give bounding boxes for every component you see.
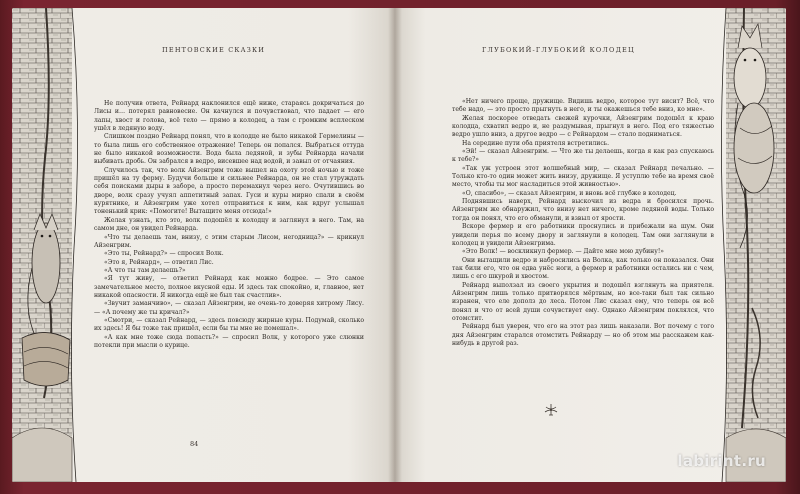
left-paragraph: «Смотри, — сказал Рейнард, — здесь повсюду жирные куры. Подумай, сколько их здесь! Я бы тоже так пришёл, если бы ты мне не помешал». (94, 316, 364, 333)
right-paragraph: «О, спасибо», — сказал Айзенгрим, и вновь всё глубже в колодец. (462, 189, 677, 197)
left-paragraph: «А что ты там делаешь?» (104, 266, 186, 274)
right-paragraph: На середине пути оба приятеля встретились. (462, 139, 610, 147)
left-paragraph: «А как мне тоже сюда попасть?» — спросил Волк, у которого уже слюнки потекли при мысли о курице. (94, 333, 364, 349)
watermark-logo: labirint.ru (677, 452, 766, 470)
right-paragraph: «Нет ничего проще, дружище. Видишь ведро, которое тут висит? Всё, что тебе надо, — это просто прыгнуть в него, и ты окажешься тебе вниз, ко мне». (452, 98, 714, 114)
left-paragraph: «Я тут живу, — ответил Рейнард как можно бодрее. — Это самое замечательное место, полное вкусной еды. И здесь так спокойно, и, главное, нет никакой опасности. Я никогда ещё не был так счастлив». (94, 275, 364, 299)
left-paragraph: «Звучит заманчиво», — сказал Айзенгрим, не очень-то доверяя хитрому Лису. — «А почему же ты кричал?» (94, 300, 364, 316)
left-paragraph: Желая узнать, кто это, волк подошёл к колодцу и заглянул в него. Там, на самом дне, он увидел Рейнарда. (94, 216, 364, 233)
right-paragraph: «Так уж устроен этот волшебный мир, — сказал Рейнард печально. — Только кто-то один может жить внизу, дружище. Я уступлю тебе на время своё место, чтобы ты мог насладиться этой живностью». (452, 164, 714, 189)
right-paragraph: Вскоре фермер и его работники проснулись и прибежали на шум. Они увидели перья по всему двору и заглянули в колодец. Там они заглянули в колодец и увидели Айзенгрима. (452, 223, 714, 247)
right-paragraph: Рейнард выползал из своего укрытия и подошёл взглянуть на приятеля. Айзенгрим лишь только притворялся мёртвым, но все-таки был так сильно изранен, что еле дополз до леса. Потом Лис сказал ему, что теперь он всё понял и что от всей души сочувствует ему. Однако Айзенгрим поклялся, что отомстит. (452, 281, 714, 322)
right-running-head: ГЛУБОКИЙ-ГЛУБОКИЙ КОЛОДЕЦ (482, 46, 635, 54)
left-body-text (94, 100, 364, 350)
right-illustration-fox-on-rope (712, 8, 786, 482)
right-paragraph: Рейнард был уверен, что его на этот раз лишь наказали. Вот почему с того дня Айзенгрим старался отомстить Рейнарду — но об этом мы расскажем как-нибудь в другой раз. (452, 323, 714, 347)
left-running-head: ПЕНТОВСКИЕ СКАЗКИ (162, 46, 266, 54)
book-gutter (388, 8, 402, 482)
left-paragraph: Не получив ответа, Рейнард наклонился ещё ниже, стараясь докричаться до Лисы и… потерял равновесие. Он качнулся и почувствовал, что падает — его лапы, хвост и голова, всё тело — прямо в колодец, а там с громким всплеском ушёл в ледяную воду. (94, 100, 364, 133)
right-paragraph: «Эй! — сказал Айзенгрим. — Что же ты делаешь, когда я как раз спускаюсь к тебе?» (452, 148, 714, 164)
left-paragraph: Слишком поздно Рейнард понял, что в колодце не было никакой Гермелины — то была лишь его собственное отражение! Теперь он попался. Выбраться оттуда не было никакой возможности. Вода была ледяной, и зубы Рейнарда начали выбивать дробь. Он забрался в ведро, висевшее над водой, и завыл от отчаяния. (94, 133, 364, 166)
left-paragraph: Случилось так, что волк Айзенгрим тоже вышел на охоту этой ночью и тоже пришёл на ту ферму. Будучи больше и сильнее Рейнарда, он не стал утруждать себя поисками дыры в заборе, а просто перемахнул через него. Очутившись во дворе, волк сразу учуял аппетитный запах. Гуси и куры мирно спали в своём курятнике, и Айзенгрим уже хотел отправиться к ним, как вдруг услышал тоненький крик: «Помогите! Вытащите меня отсюда!» (94, 166, 364, 216)
flourish-icon (542, 403, 560, 417)
left-illustration-svg (12, 8, 86, 482)
right-paragraph: Они вытащили ведро и набросились на Волка, как только он показался. Они так били его, что он едва унёс ноги, а фермер и работники остались ни с чем, лишь с его шкурой и хвостом. (452, 256, 714, 281)
right-page (394, 8, 786, 482)
right-body-text (452, 98, 714, 348)
right-illustration-svg (712, 8, 786, 482)
right-paragraph: Поднявшись наверх, Рейнард выскочил из ведра и бросился прочь. Айзенгрим же обнаружил, что внизу нет ничего, кроме ледяной воды. Только тогда он понял, что его обманули, и взвыл от ярости. (452, 198, 714, 222)
left-page-number: 84 (190, 440, 199, 448)
left-illustration-fox-in-well (12, 8, 86, 482)
left-page (12, 8, 394, 482)
right-paragraph: «Это Волк! — воскликнул фермер. — Дайте мне мою дубину!» (462, 248, 665, 256)
left-paragraph: «Это ты, Рейнард?» — спросил Волк. (104, 250, 224, 258)
right-paragraph: Желая поскорее отведать свежей курочки, Айзенгрим подошёл к краю колодца, схватил ведро и, не раздумывая, прыгнул в него. Под его тяжестью ведро ушло вниз, а другое ведро — с Рейнардом — стало подниматься. (452, 114, 714, 139)
left-paragraph: «Это я, Рейнард», — ответил Лис. (104, 258, 214, 266)
left-paragraph: «Что ты делаешь там, внизу, с этим старым Лисом, негодница?» — крикнул Айзенгрим. (94, 233, 364, 249)
